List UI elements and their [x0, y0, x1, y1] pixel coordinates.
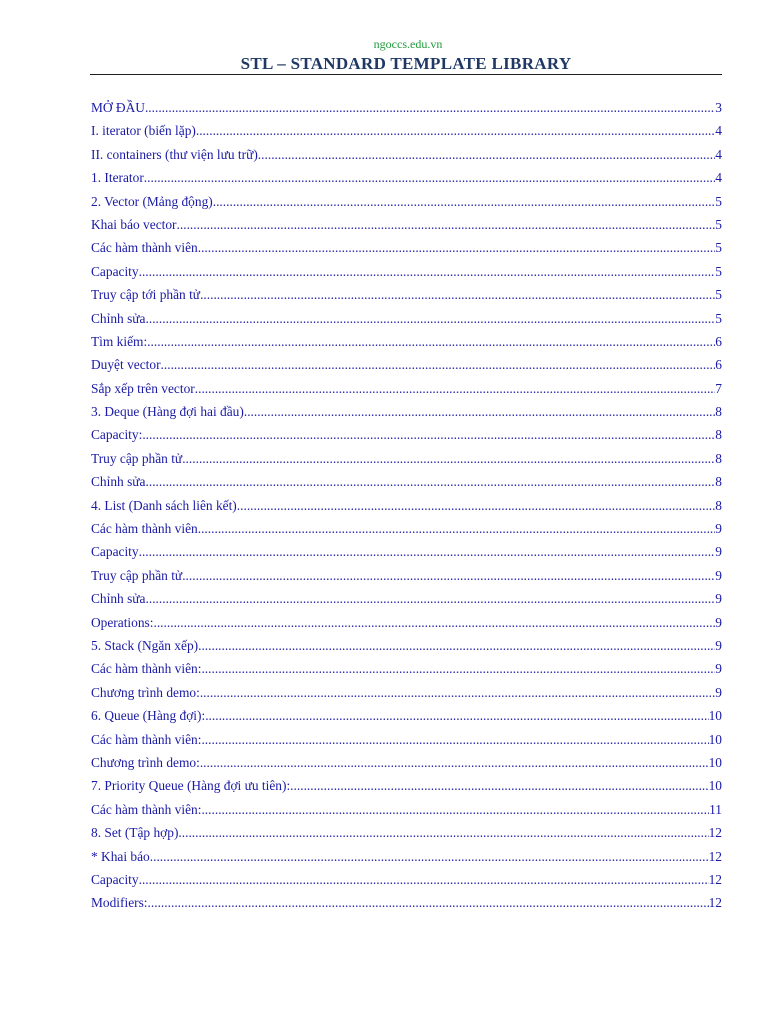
- toc-entry-page: 5: [715, 310, 722, 326]
- toc-entry-label: 2. Vector (Mảng động): [91, 193, 213, 209]
- toc-entry-label: Truy cập phần tử: [91, 450, 183, 466]
- toc-entry[interactable]: [91, 264, 722, 287]
- toc-entry[interactable]: [91, 708, 722, 731]
- toc-dot-leader: [146, 311, 716, 324]
- toc-dot-leader: [177, 217, 716, 230]
- toc-entry-page: 9: [715, 637, 722, 653]
- toc-entry-label: Chỉnh sửa: [91, 474, 146, 490]
- toc-dot-leader: [200, 287, 715, 300]
- toc-entry-label: * Khai báo: [91, 848, 150, 864]
- toc-dot-leader: [182, 451, 715, 464]
- toc-entry[interactable]: [91, 661, 722, 684]
- toc-entry-label: Các hàm thành viên: [91, 521, 198, 537]
- toc-entry-label: Capacity:: [91, 427, 143, 443]
- toc-entry-label: Chỉnh sửa: [91, 591, 146, 607]
- toc-entry-label: 6. Queue (Hàng đợi):: [91, 708, 206, 724]
- toc-entry[interactable]: [91, 732, 722, 755]
- toc-entry-page: 5: [715, 263, 722, 279]
- toc-entry-page: 4: [715, 146, 722, 162]
- toc-entry-page: 12: [708, 895, 722, 911]
- toc-entry[interactable]: [91, 825, 722, 848]
- toc-dot-leader: [150, 849, 709, 862]
- toc-entry-label: 8. Set (Tập hợp): [91, 825, 179, 841]
- site-header: ngoccs.edu.vn: [373, 37, 443, 51]
- toc-dot-leader: [201, 802, 709, 815]
- toc-dot-leader: [201, 732, 708, 745]
- toc-entry[interactable]: [91, 240, 722, 263]
- toc-dot-leader: [205, 708, 708, 721]
- toc-entry[interactable]: [91, 427, 722, 450]
- title-divider: [90, 74, 722, 75]
- toc-entry[interactable]: [91, 474, 722, 497]
- toc-entry-label: Truy cập tới phần tử: [91, 287, 201, 303]
- toc-entry-page: 9: [715, 614, 722, 630]
- toc-entry[interactable]: [91, 147, 722, 170]
- toc-entry-page: 9: [715, 591, 722, 607]
- toc-entry-label: Chỉnh sửa: [91, 310, 146, 326]
- toc-entry-label: Capacity: [91, 871, 139, 887]
- toc-entry[interactable]: [91, 895, 722, 918]
- toc-entry-page: 12: [708, 848, 722, 864]
- toc-entry-label: Các hàm thành viên:: [91, 801, 202, 817]
- toc-entry[interactable]: [91, 778, 722, 801]
- toc-dot-leader: [237, 498, 716, 511]
- toc-dot-leader: [148, 895, 709, 908]
- toc-dot-leader: [139, 872, 709, 885]
- toc-dot-leader: [195, 381, 716, 394]
- toc-entry-label: Truy cập phần tử: [91, 567, 183, 583]
- toc-entry[interactable]: [91, 217, 722, 240]
- toc-dot-leader: [201, 661, 715, 674]
- toc-dot-leader: [161, 357, 716, 370]
- toc-entry[interactable]: [91, 170, 722, 193]
- toc-entry-label: Các hàm thành viên:: [91, 731, 202, 747]
- toc-dot-leader: [147, 334, 715, 347]
- toc-entry-page: 8: [715, 450, 722, 466]
- toc-entry-page: 9: [715, 521, 722, 537]
- toc-entry[interactable]: [91, 194, 722, 217]
- toc-entry[interactable]: [91, 568, 722, 591]
- toc-entry-label: Chương trình demo:: [91, 684, 200, 700]
- toc-entry-label: 3. Deque (Hàng đợi hai đầu): [91, 404, 244, 420]
- toc-entry-label: II. containers (thư viện lưu trữ): [91, 146, 258, 162]
- toc-entry-label: Các hàm thành viên: [91, 240, 198, 256]
- toc-dot-leader: [198, 521, 716, 534]
- toc-entry-page: 6: [715, 357, 722, 373]
- document-title: STL – STANDARD TEMPLATE LIBRARY: [240, 54, 572, 73]
- toc-dot-leader: [198, 240, 716, 253]
- toc-entry[interactable]: [91, 544, 722, 567]
- toc-entry-label: MỞ ĐẦU: [91, 100, 145, 115]
- toc-dot-leader: [290, 778, 708, 791]
- toc-entry-label: 4. List (Danh sách liên kết): [91, 497, 237, 513]
- toc-entry-label: 1. Iterator: [91, 170, 144, 186]
- toc-entry[interactable]: [91, 802, 722, 825]
- toc-entry[interactable]: [91, 334, 722, 357]
- toc-entry[interactable]: [91, 872, 722, 895]
- toc-entry-page: 12: [708, 825, 722, 841]
- toc-dot-leader: [213, 194, 716, 207]
- toc-dot-leader: [142, 427, 715, 440]
- toc-entry[interactable]: [91, 755, 722, 778]
- toc-entry-page: 9: [715, 684, 722, 700]
- toc-entry-page: 9: [715, 661, 722, 677]
- toc-entry[interactable]: [91, 638, 722, 661]
- toc-dot-leader: [178, 825, 708, 838]
- toc-dot-leader: [200, 685, 715, 698]
- toc-entry-label: 7. Priority Queue (Hàng đợi ưu tiên):: [91, 778, 291, 794]
- toc-entry[interactable]: [91, 100, 722, 123]
- toc-dot-leader: [198, 638, 715, 651]
- toc-entry-page: 6: [715, 333, 722, 349]
- toc-dot-leader: [196, 123, 715, 136]
- toc-entry[interactable]: [91, 849, 722, 872]
- toc-dot-leader: [200, 755, 709, 768]
- toc-entry-page: 10: [708, 778, 722, 794]
- toc-entry[interactable]: [91, 357, 722, 380]
- toc-entry-page: 5: [715, 193, 722, 209]
- toc-entry-label: Các hàm thành viên:: [91, 661, 202, 677]
- toc-entry[interactable]: [91, 123, 722, 146]
- toc-entry-label: I. iterator (biến lặp): [91, 123, 196, 139]
- toc-entry[interactable]: [91, 591, 722, 614]
- toc-entry-label: Operations:: [91, 614, 154, 630]
- toc-entry-page: 10: [708, 708, 722, 724]
- toc-entry-page: 12: [708, 871, 722, 887]
- table-of-contents: [91, 100, 722, 919]
- toc-entry-label: Khai báo vector: [91, 216, 177, 232]
- toc-entry-page: 10: [708, 754, 722, 770]
- toc-dot-leader: [139, 264, 716, 277]
- toc-entry-label: Sắp xếp trên vector: [91, 380, 195, 396]
- toc-entry-page: 3: [715, 100, 722, 115]
- toc-entry[interactable]: [91, 451, 722, 474]
- toc-dot-leader: [153, 615, 715, 628]
- toc-entry-page: 5: [715, 216, 722, 232]
- toc-dot-leader: [145, 100, 715, 113]
- toc-entry-page: 7: [715, 380, 722, 396]
- toc-entry[interactable]: [91, 404, 722, 427]
- toc-entry[interactable]: [91, 615, 722, 638]
- toc-entry[interactable]: [91, 311, 722, 334]
- toc-entry[interactable]: [91, 287, 722, 310]
- toc-dot-leader: [146, 474, 716, 487]
- toc-dot-leader: [182, 568, 715, 581]
- toc-entry-label: 5. Stack (Ngăn xếp): [91, 637, 199, 653]
- toc-entry-label: Capacity: [91, 263, 139, 279]
- toc-entry-label: Duyệt vector: [91, 357, 161, 373]
- toc-entry-page: 9: [715, 544, 722, 560]
- toc-entry-page: 11: [709, 801, 722, 817]
- toc-dot-leader: [139, 544, 716, 557]
- toc-entry-label: Modifiers:: [91, 895, 148, 911]
- toc-entry[interactable]: [91, 521, 722, 544]
- toc-entry-label: Chương trình demo:: [91, 754, 200, 770]
- toc-entry-page: 4: [715, 123, 722, 139]
- toc-entry-page: 8: [715, 497, 722, 513]
- toc-entry-page: 8: [715, 427, 722, 443]
- toc-entry[interactable]: [91, 381, 722, 404]
- toc-entry-page: 9: [715, 567, 722, 583]
- toc-entry[interactable]: [91, 498, 722, 521]
- toc-dot-leader: [244, 404, 715, 417]
- toc-entry-page: 5: [715, 287, 722, 303]
- toc-entry-page: 4: [715, 170, 722, 186]
- toc-entry-page: 5: [715, 240, 722, 256]
- toc-entry[interactable]: [91, 685, 722, 708]
- toc-dot-leader: [146, 591, 716, 604]
- toc-entry-label: Capacity: [91, 544, 139, 560]
- toc-dot-leader: [144, 170, 716, 183]
- toc-entry-label: Tìm kiếm:: [91, 333, 148, 349]
- toc-dot-leader: [258, 147, 716, 160]
- toc-entry-page: 10: [708, 731, 722, 747]
- toc-entry-page: 8: [715, 474, 722, 490]
- toc-entry-page: 8: [715, 404, 722, 420]
